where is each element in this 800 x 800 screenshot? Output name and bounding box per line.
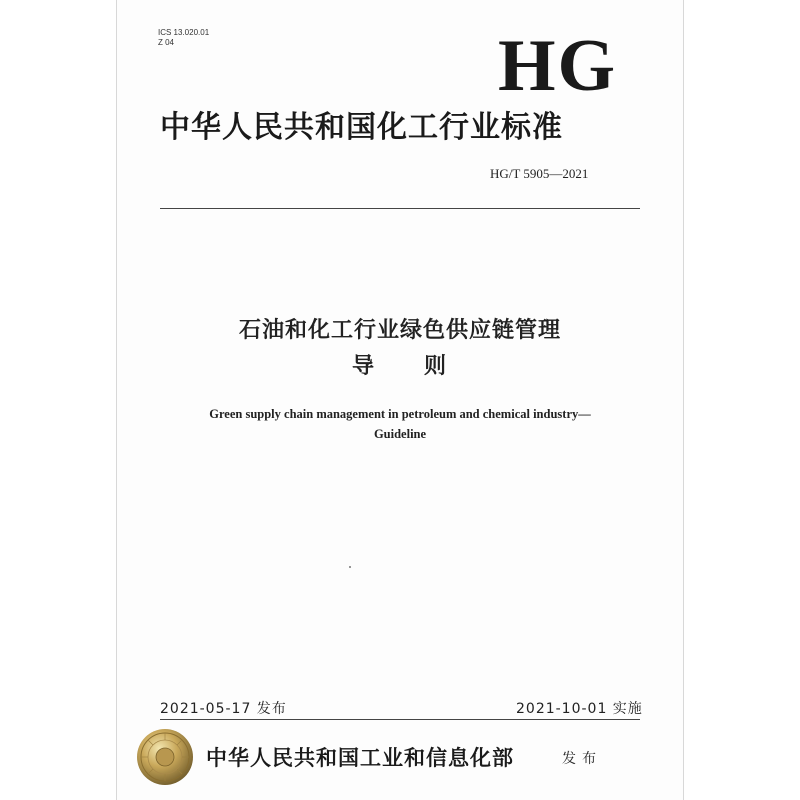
document-title-cn: 石油和化工行业绿色供应链管理 (238, 318, 561, 343)
class-code: Z 04 (158, 38, 175, 47)
header-divider (160, 208, 640, 209)
title-en-line1: Green supply chain management in petroleum and chemical industry— (209, 407, 591, 421)
hg-logo: HG (498, 25, 618, 107)
document-title-en (150, 404, 650, 444)
gold-seal-icon (136, 728, 194, 786)
ics-code: ICS 13.020.01 (158, 28, 210, 37)
standard-type-heading: 中华人民共和国化工行业标准 (160, 110, 563, 145)
issue-date: 2021-05-17 发布 (160, 701, 287, 717)
standard-number: HG/T 5905—2021 (490, 166, 589, 181)
document-title-cn-line2: 导 则 (351, 354, 448, 379)
classification-codes (158, 28, 209, 48)
implementation-date: 2021-10-01 实施 (516, 701, 643, 717)
title-en-line2: Guideline (373, 427, 427, 441)
publisher-name: 中华人民共和国工业和信息化部 (206, 746, 514, 770)
footer-divider (160, 719, 640, 720)
speck (349, 566, 351, 568)
publish-label: 发布 (562, 751, 602, 767)
